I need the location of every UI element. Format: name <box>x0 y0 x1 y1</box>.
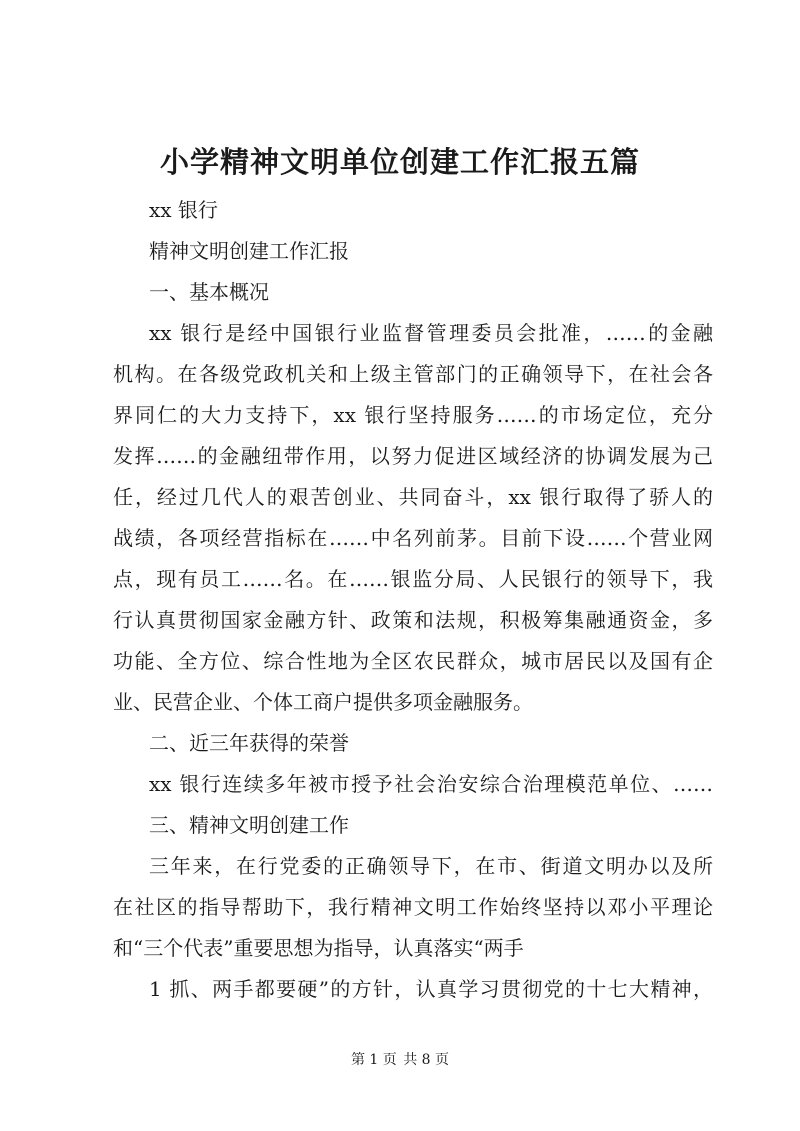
text-line: 功能、全方位、综合性地为全区农民群众，城市居民以及国有企 <box>113 649 713 673</box>
text-line: 机构。在各级党政机关和上级主管部门的正确领导下，在社会各 <box>113 362 713 386</box>
text-line: 点，现有员工……名。在……银监分局、人民银行的领导下，我 <box>113 567 713 591</box>
text-line: 在社区的指导帮助下，我行精神文明工作始终坚持以邓小平理论 <box>113 895 713 919</box>
text-line: 精神文明创建工作汇报 <box>149 239 349 263</box>
page-footer <box>0 1050 800 1070</box>
text-line: 1 抓、两手都要硬”的方针，认真学习贯彻党的十七大精神， <box>149 977 713 1001</box>
text-line: 三年来，在行党委的正确领导下，在市、街道文明办以及所 <box>149 854 713 878</box>
section-heading: 二、近三年获得的荣誉 <box>149 731 349 755</box>
section-heading: 三、精神文明创建工作 <box>149 813 349 837</box>
text-line: xx 银行 <box>149 198 218 222</box>
page-total: 共 8 页 <box>403 1052 450 1068</box>
document-body <box>113 190 713 1010</box>
text-line: 业、民营企业、个体工商户提供多项金融服务。 <box>113 690 533 714</box>
section-heading: 一、基本概况 <box>149 280 269 304</box>
text-line: 发挥……的金融纽带作用，以努力促进区域经济的协调发展为己 <box>113 444 713 468</box>
text-line: xx 银行是经中国银行业监督管理委员会批准，……的金融 <box>149 321 713 345</box>
text-line: 界同仁的大力支持下，xx 银行坚持服务……的市场定位，充分 <box>113 403 713 427</box>
document-title: 小学精神文明单位创建工作汇报五篇 <box>159 145 640 179</box>
text-line: 战绩，各项经营指标在……中名列前茅。目前下设……个营业网 <box>113 526 713 550</box>
text-line: 和“三个代表”重要思想为指导，认真落实“两手 <box>113 936 524 960</box>
text-line: 任，经过几代人的艰苦创业、共同奋斗，xx 银行取得了骄人的 <box>113 485 713 509</box>
text-line: xx 银行连续多年被市授予社会治安综合治理模范单位、…… <box>149 772 713 796</box>
text-line: 行认真贯彻国家金融方针、政策和法规，积极筹集融通资金，多 <box>113 608 713 632</box>
page-number: 第 1 页 <box>350 1052 397 1068</box>
